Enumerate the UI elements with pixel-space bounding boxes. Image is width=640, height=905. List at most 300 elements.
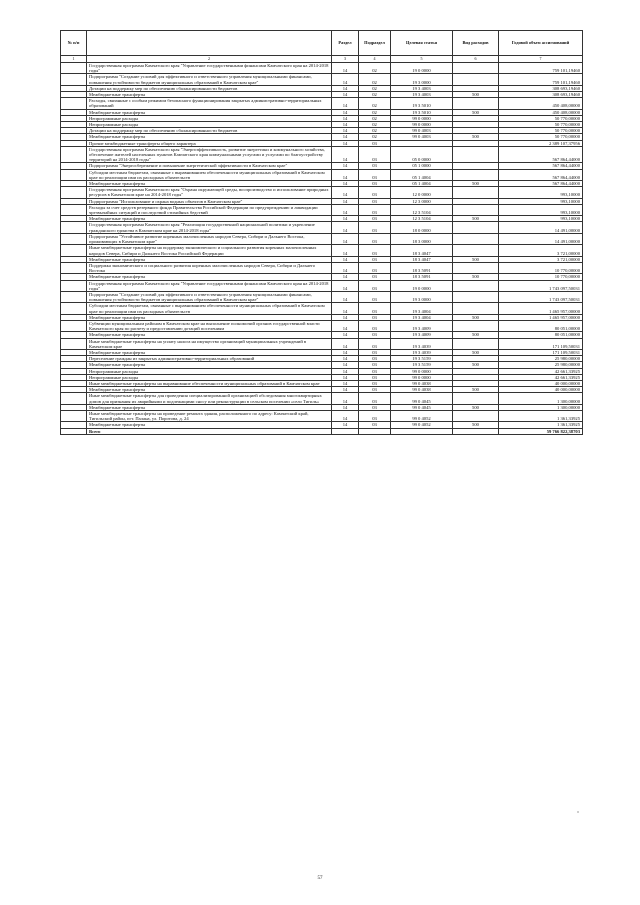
row-section: 14 <box>332 349 359 355</box>
row-number-cell <box>61 204 87 215</box>
row-number-cell <box>61 222 87 233</box>
row-subsection: 03 <box>359 404 391 410</box>
row-target-article: 12 3 0000 <box>391 198 453 204</box>
table-row <box>61 233 583 244</box>
row-section: 14 <box>332 338 359 349</box>
row-subsection: 03 <box>359 169 391 180</box>
column-number: 2 <box>87 56 332 63</box>
row-target-article: 99 0 0000 <box>391 115 453 121</box>
row-name: Подпрограмма "Создание условий для эффективного и ответственного управления муниципальными финансами, повышения устойчивости бюджетов муниципальных образований в Камчатском крае" <box>87 74 332 85</box>
row-subsection: 03 <box>359 332 391 338</box>
total-cell-empty <box>332 428 359 434</box>
row-name: Межбюджетные трансферты <box>87 134 332 140</box>
row-subsection: 03 <box>359 204 391 215</box>
row-section: 14 <box>332 410 359 421</box>
row-subsection: 03 <box>359 256 391 262</box>
row-number-cell <box>61 98 87 109</box>
row-section: 14 <box>332 92 359 98</box>
row-target-article: 19 3 4039 <box>391 338 453 349</box>
row-amount: 42 661,33925 <box>499 368 583 374</box>
row-name: Межбюджетные трансферты <box>87 256 332 262</box>
row-target-article: 19 3 5159 <box>391 362 453 368</box>
row-name: Субсидии местным бюджетам, связанные с выравниванием обеспеченности муниципальных образований в Камчатском крае по реализации ими их расходных обязательств <box>87 169 332 180</box>
row-target-article: 19 3 0000 <box>391 291 453 302</box>
row-target-article: 12 3 5104 <box>391 216 453 222</box>
row-expense-type: 500 <box>453 256 499 262</box>
row-expense-type <box>453 338 499 349</box>
row-subsection: 03 <box>359 291 391 302</box>
row-name: Межбюджетные трансферты <box>87 92 332 98</box>
row-expense-type: 500 <box>453 109 499 115</box>
table-row <box>61 303 583 314</box>
row-amount: 10 770,00000 <box>499 262 583 273</box>
row-target-article: 05 0 0000 <box>391 146 453 163</box>
row-section: 14 <box>332 128 359 134</box>
row-amount: 993,10000 <box>499 216 583 222</box>
row-expense-type: 500 <box>453 422 499 428</box>
row-name: Межбюджетные трансферты <box>87 362 332 368</box>
row-section: 14 <box>332 122 359 128</box>
row-section: 14 <box>332 245 359 256</box>
column-number: 1 <box>61 56 87 63</box>
row-target-article: 99 0 0000 <box>391 368 453 374</box>
row-number-cell <box>61 338 87 349</box>
row-amount: 567 864,44000 <box>499 163 583 169</box>
row-target-article: 99 0 4038 <box>391 380 453 386</box>
row-amount: 1 300,00000 <box>499 393 583 404</box>
row-amount: 1 465 957,00000 <box>499 314 583 320</box>
header-target-article: Целевая статья <box>391 31 453 56</box>
row-target-article: 99 0 4003 <box>391 134 453 140</box>
row-name: Непрограммные расходы <box>87 368 332 374</box>
row-target-article: 19 3 5010 <box>391 109 453 115</box>
header-name <box>87 31 332 56</box>
row-name: Субсидии местным бюджетам, связанные с выравниванием обеспеченности муниципальных образований в Камчатском крае по реализации ими их расходных обязательств <box>87 303 332 314</box>
table-row <box>61 98 583 109</box>
row-subsection: 03 <box>359 380 391 386</box>
row-target-article: 99 0 0000 <box>391 122 453 128</box>
row-expense-type <box>453 204 499 215</box>
row-expense-type: 500 <box>453 314 499 320</box>
row-number-cell <box>61 320 87 331</box>
row-name: Межбюджетные трансферты <box>87 349 332 355</box>
row-number-cell <box>61 262 87 273</box>
row-amount: 171 109,50031 <box>499 349 583 355</box>
row-target-article: 05 1 0000 <box>391 163 453 169</box>
row-subsection: 03 <box>359 410 391 421</box>
row-amount: 10 770,00000 <box>499 274 583 280</box>
row-expense-type: 500 <box>453 274 499 280</box>
table-row <box>61 169 583 180</box>
row-amount: 80 051,00000 <box>499 332 583 338</box>
column-number: 4 <box>359 56 391 63</box>
row-amount: 14 491,00000 <box>499 222 583 233</box>
row-expense-type: 500 <box>453 332 499 338</box>
row-subsection: 03 <box>359 140 391 146</box>
row-name: Иные межбюджетные трансферты на проведение ремонта здания, расположенного по адресу: Камчатский край, Тигильский район, пгт. Палана, ул. Поротова, д. 24 <box>87 410 332 421</box>
row-target-article: 19 3 0000 <box>391 74 453 85</box>
column-number: 5 <box>391 56 453 63</box>
row-subsection: 02 <box>359 115 391 121</box>
row-subsection: 03 <box>359 422 391 428</box>
table-body <box>61 63 583 429</box>
row-amount: 50 770,00000 <box>499 115 583 121</box>
row-expense-type <box>453 245 499 256</box>
row-section: 14 <box>332 187 359 198</box>
table-row <box>61 245 583 256</box>
row-number-cell <box>61 146 87 163</box>
row-target-article: 19 3 4039 <box>391 349 453 355</box>
row-target-article: 18 3 4047 <box>391 256 453 262</box>
row-section: 14 <box>332 380 359 386</box>
table-row <box>61 222 583 233</box>
table-row <box>61 410 583 421</box>
row-section: 14 <box>332 204 359 215</box>
row-expense-type: 500 <box>453 362 499 368</box>
row-subsection: 02 <box>359 109 391 115</box>
row-section: 14 <box>332 274 359 280</box>
total-cell-empty <box>359 428 391 434</box>
column-number: 6 <box>453 56 499 63</box>
row-number-cell <box>61 280 87 291</box>
row-target-article: 05 1 4004 <box>391 181 453 187</box>
row-amount: 3 721,00000 <box>499 256 583 262</box>
row-target-article: 19 3 4004 <box>391 303 453 314</box>
row-section: 14 <box>332 393 359 404</box>
row-amount: 80 051,00000 <box>499 320 583 331</box>
row-expense-type <box>453 280 499 291</box>
row-amount: 567 864,44000 <box>499 146 583 163</box>
row-number-cell <box>61 233 87 244</box>
table-row <box>61 74 583 85</box>
row-subsection: 03 <box>359 216 391 222</box>
row-target-article: 18 3 4047 <box>391 245 453 256</box>
row-section: 14 <box>332 262 359 273</box>
table-row <box>61 291 583 302</box>
row-subsection: 03 <box>359 163 391 169</box>
row-target-article: 18 3 5091 <box>391 274 453 280</box>
row-subsection: 03 <box>359 262 391 273</box>
row-section: 14 <box>332 291 359 302</box>
row-amount: 993,10000 <box>499 198 583 204</box>
table-header-row <box>61 31 583 56</box>
row-expense-type <box>453 74 499 85</box>
row-name: Межбюджетные трансферты <box>87 216 332 222</box>
row-number-cell <box>61 393 87 404</box>
row-expense-type <box>453 63 499 74</box>
budget-document <box>60 30 582 435</box>
row-expense-type: 500 <box>453 181 499 187</box>
row-section: 14 <box>332 134 359 140</box>
header-subsection: Подраздел <box>359 31 391 56</box>
row-target-article: 19 3 4004 <box>391 314 453 320</box>
row-target-article: 99 0 4038 <box>391 387 453 393</box>
row-number-cell <box>61 74 87 85</box>
row-amount: 567 864,44000 <box>499 169 583 180</box>
row-number-cell <box>61 187 87 198</box>
row-target-article: 12 3 5104 <box>391 204 453 215</box>
row-amount: 450 408,00000 <box>499 109 583 115</box>
row-expense-type: 500 <box>453 92 499 98</box>
row-expense-type: 500 <box>453 216 499 222</box>
row-name: Подпрограмма "Энергосбережение и повышение энергетической эффективности в Камчатском крае" <box>87 163 332 169</box>
row-expense-type <box>453 169 499 180</box>
row-name: Дотации на поддержку мер по обеспечению сбалансированности бюджетов <box>87 128 332 134</box>
row-name: Расходы за счет средств резервного фонда Правительства Российской Федерации по предупреждению и ликвидации чрезвычайных ситуаций и последствий стихийных бедствий <box>87 204 332 215</box>
row-subsection: 03 <box>359 374 391 380</box>
row-section: 14 <box>332 368 359 374</box>
row-section: 14 <box>332 256 359 262</box>
row-number-cell <box>61 303 87 314</box>
row-subsection: 03 <box>359 338 391 349</box>
row-name: Межбюджетные трансферты <box>87 387 332 393</box>
row-name: Расходы, связанные с особым режимом безопасного функционирования закрытых административно-территориальных образований <box>87 98 332 109</box>
row-section: 14 <box>332 163 359 169</box>
table-row <box>61 338 583 349</box>
row-section: 14 <box>332 181 359 187</box>
row-number-cell <box>61 291 87 302</box>
budget-table <box>60 30 583 435</box>
row-expense-type <box>453 393 499 404</box>
row-subsection: 02 <box>359 92 391 98</box>
total-cell-empty <box>61 428 87 434</box>
row-expense-type <box>453 320 499 331</box>
row-expense-type <box>453 233 499 244</box>
row-section: 14 <box>332 404 359 410</box>
row-target-article: 19 3 4003 <box>391 92 453 98</box>
row-name: Межбюджетные трансферты <box>87 181 332 187</box>
row-subsection: 03 <box>359 303 391 314</box>
row-target-article: 19 3 4009 <box>391 332 453 338</box>
row-section: 14 <box>332 74 359 85</box>
row-expense-type <box>453 146 499 163</box>
row-name: Непрограммные расходы <box>87 122 332 128</box>
row-subsection: 02 <box>359 85 391 91</box>
row-number-cell <box>61 169 87 180</box>
row-amount: 1 743 097,50031 <box>499 291 583 302</box>
row-amount: 1 361,33925 <box>499 422 583 428</box>
row-subsection: 03 <box>359 222 391 233</box>
row-section: 14 <box>332 85 359 91</box>
row-amount: 50 770,00000 <box>499 128 583 134</box>
row-section: 14 <box>332 169 359 180</box>
row-amount: 50 770,00000 <box>499 122 583 128</box>
row-section: 14 <box>332 280 359 291</box>
total-cell-empty <box>453 428 499 434</box>
row-number-cell <box>61 410 87 421</box>
row-name: Иные межбюджетные трансферты на поддержку экономического и социального развития коренных малочисленных народов Севера, Сибири и Дальнего Востока Российской Федерации <box>87 245 332 256</box>
row-name: Поддержка экономического и социального развития коренных малочисленных народов Севера, Сибири и Дальнего Востока <box>87 262 332 273</box>
row-expense-type: 500 <box>453 134 499 140</box>
row-subsection: 03 <box>359 274 391 280</box>
row-target-article: 18 0 0000 <box>391 222 453 233</box>
column-number: 3 <box>332 56 359 63</box>
total-cell-empty <box>391 428 453 434</box>
row-subsection: 03 <box>359 181 391 187</box>
row-subsection: 03 <box>359 280 391 291</box>
header-section: Раздел <box>332 31 359 56</box>
table-row <box>61 146 583 163</box>
row-expense-type <box>453 410 499 421</box>
row-target-article: 99 0 4052 <box>391 410 453 421</box>
row-amount: 14 491,00000 <box>499 233 583 244</box>
row-name: Иные межбюджетные трансферты для проведения специализированной организацией обследования многоквартирных домов для признания их аварийными и подлежащими сносу или реконструкции в сельском поселении «село Тигиль» <box>87 393 332 404</box>
row-target-article: 19 3 5159 <box>391 356 453 362</box>
row-subsection: 02 <box>359 98 391 109</box>
row-amount: 25 980,00000 <box>499 362 583 368</box>
row-name: Межбюджетные трансферты <box>87 422 332 428</box>
table-row <box>61 262 583 273</box>
row-name: Межбюджетные трансферты <box>87 314 332 320</box>
total-sum: 59 766 822,38703 <box>499 428 583 434</box>
row-amount: 40 000,00000 <box>499 380 583 386</box>
header-expense-type: Вид расходов <box>453 31 499 56</box>
row-expense-type <box>453 303 499 314</box>
row-target-article: 18 3 0000 <box>391 233 453 244</box>
row-section: 14 <box>332 98 359 109</box>
row-target-article: 99 0 4052 <box>391 422 453 428</box>
row-subsection: 03 <box>359 233 391 244</box>
row-subsection: 03 <box>359 349 391 355</box>
row-name: Переселение граждан из закрытых административно-территориальных образований <box>87 356 332 362</box>
row-section: 14 <box>332 63 359 74</box>
row-name: Иные межбюджетные трансферты на выравнивание обеспеченности муниципальных образований в Камчатском крае <box>87 380 332 386</box>
row-section: 14 <box>332 356 359 362</box>
table-row <box>61 187 583 198</box>
row-subsection: 03 <box>359 245 391 256</box>
row-amount: 2 389 107,37956 <box>499 140 583 146</box>
row-amount: 171 109,50031 <box>499 338 583 349</box>
row-section: 14 <box>332 140 359 146</box>
table-row <box>61 280 583 291</box>
row-target-article: 19 3 5010 <box>391 98 453 109</box>
row-amount: 450 408,00000 <box>499 98 583 109</box>
row-amount: 759 101,19460 <box>499 63 583 74</box>
row-amount: 308 693,19460 <box>499 85 583 91</box>
row-amount: 308 693,19460 <box>499 92 583 98</box>
row-section: 14 <box>332 362 359 368</box>
row-name: Непрограммные расходы <box>87 115 332 121</box>
row-target-article: 19 0 0000 <box>391 280 453 291</box>
table-row <box>61 320 583 331</box>
footnote-mark: " <box>577 812 580 817</box>
row-target-article: 18 3 5091 <box>391 262 453 273</box>
row-section: 14 <box>332 115 359 121</box>
table-row <box>61 63 583 74</box>
row-target-article: 99 0 4045 <box>391 404 453 410</box>
row-amount: 1 361,33925 <box>499 410 583 421</box>
row-expense-type <box>453 291 499 302</box>
row-name: Подпрограмма "Использование и охрана водных объектов в Камчатском крае" <box>87 198 332 204</box>
row-subsection: 03 <box>359 387 391 393</box>
table-row <box>61 393 583 404</box>
row-name: Субвенции муниципальным районам в Камчатском крае на выполнение полномочий органов государственной власти Камчатского края по расчету и предоставлению дотаций поселениям <box>87 320 332 331</box>
row-subsection: 03 <box>359 320 391 331</box>
row-amount: 40 000,00000 <box>499 387 583 393</box>
row-subsection: 03 <box>359 314 391 320</box>
row-expense-type <box>453 187 499 198</box>
row-target-article: 05 1 4004 <box>391 169 453 180</box>
row-section: 14 <box>332 387 359 393</box>
row-name: Государственная программа Камчатского края "Управление государственными финансами Камчатского края на 2014-2018 годы" <box>87 63 332 74</box>
row-name: Прочие межбюджетные трансферты общего характера <box>87 140 332 146</box>
row-section: 14 <box>332 198 359 204</box>
row-expense-type <box>453 98 499 109</box>
row-target-article: 99 0 4045 <box>391 393 453 404</box>
total-row <box>61 428 583 434</box>
row-section: 14 <box>332 109 359 115</box>
row-name: Межбюджетные трансферты <box>87 109 332 115</box>
row-target-article: 99 0 0000 <box>391 374 453 380</box>
row-section: 14 <box>332 222 359 233</box>
row-name: Подпрограмма "Устойчивое развитие коренных малочисленных народов Севера, Сибири и Дальнего Востока, проживающих в Камчатском крае" <box>87 233 332 244</box>
row-section: 14 <box>332 320 359 331</box>
row-number-cell <box>61 63 87 74</box>
row-number-cell <box>61 245 87 256</box>
row-section: 14 <box>332 422 359 428</box>
row-target-article: 19 3 4009 <box>391 320 453 331</box>
row-subsection: 03 <box>359 368 391 374</box>
row-subsection: 03 <box>359 146 391 163</box>
row-amount: 25 980,00000 <box>499 356 583 362</box>
row-amount: 3 721,00000 <box>499 245 583 256</box>
row-subsection: 02 <box>359 74 391 85</box>
row-section: 14 <box>332 233 359 244</box>
row-amount: 42 661,33925 <box>499 374 583 380</box>
total-label: Всего <box>87 428 332 434</box>
row-expense-type: 500 <box>453 404 499 410</box>
row-expense-type <box>453 262 499 273</box>
table-row <box>61 204 583 215</box>
row-amount: 1 300,00000 <box>499 404 583 410</box>
row-section: 14 <box>332 146 359 163</box>
row-name: Иные межбюджетные трансферты на уплату налога на имущество организаций муниципальных учреждений в Камчатском крае <box>87 338 332 349</box>
row-section: 14 <box>332 216 359 222</box>
row-subsection: 03 <box>359 356 391 362</box>
row-subsection: 02 <box>359 63 391 74</box>
row-amount: 1 465 957,00000 <box>499 303 583 314</box>
row-name: Государственная программа Камчатского края "Энергоэффективность, развитие энергетики и коммунального хозяйства, обеспечение жителей населенных пунктов Камчатского края коммунальными услугами и услугами по благоустройству территорий на 2014-2018 годы" <box>87 146 332 163</box>
row-name: Государственная программа Камчатского края "Реализация государственной национальной политики и укрепление гражданского единства в Камчатском крае на 2014-2018 годы" <box>87 222 332 233</box>
row-subsection: 03 <box>359 362 391 368</box>
row-name: Межбюджетные трансферты <box>87 404 332 410</box>
row-expense-type: 500 <box>453 387 499 393</box>
row-name: Непрограммные расходы <box>87 374 332 380</box>
row-target-article: 19 3 4003 <box>391 85 453 91</box>
row-amount: 567 864,44000 <box>499 181 583 187</box>
header-number: № п/п <box>61 31 87 56</box>
row-name: Межбюджетные трансферты <box>87 274 332 280</box>
row-amount: 759 101,19460 <box>499 74 583 85</box>
header-annual-amount: Годовой объем ассигнований <box>499 31 583 56</box>
row-name: Государственная программа Камчатского края "Управление государственными финансами Камчатского края на 2014-2018 годы" <box>87 280 332 291</box>
row-amount: 993,10000 <box>499 204 583 215</box>
row-expense-type: 500 <box>453 349 499 355</box>
row-name: Межбюджетные трансферты <box>87 332 332 338</box>
row-subsection: 02 <box>359 134 391 140</box>
row-target-article: 99 0 4003 <box>391 128 453 134</box>
row-amount: 993,10000 <box>499 187 583 198</box>
row-target-article: 19 0 0000 <box>391 63 453 74</box>
row-expense-type <box>453 222 499 233</box>
row-section: 14 <box>332 303 359 314</box>
row-subsection: 02 <box>359 128 391 134</box>
row-subsection: 02 <box>359 122 391 128</box>
row-amount: 50 770,00000 <box>499 134 583 140</box>
row-name: Государственная программа Камчатского края "Охрана окружающей среды, воспроизводство и использование природных ресурсов в Камчатском крае на 2014-2018 годы" <box>87 187 332 198</box>
row-amount: 1 743 097,50031 <box>499 280 583 291</box>
row-target-article: 12 0 0000 <box>391 187 453 198</box>
